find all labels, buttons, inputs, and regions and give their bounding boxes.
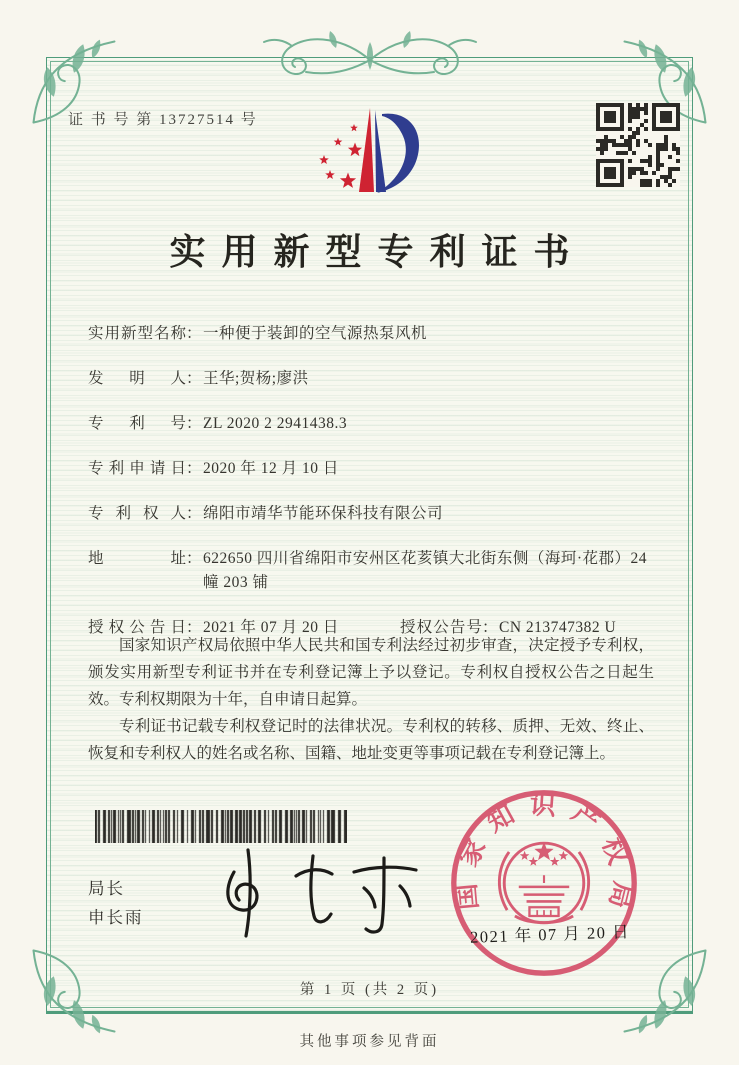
grant-no-label: 授权公告号 [400,619,482,636]
seal-arc-text: 国家知识产权局 [450,790,638,925]
field-row-address [88,547,654,595]
legal-text [88,632,654,767]
field-colon: ： [186,370,202,387]
signer-block [88,874,144,932]
field-value: 王华;贺杨;廖洪 [203,370,309,387]
field-row-name [88,322,654,346]
grant-date-value: 2021 年 07 月 20 日 [203,619,339,636]
field-row-patent-no [88,412,654,436]
grant-date-label: 授权公告日 [88,619,186,636]
field-value: 2020 年 12 月 10 日 [203,460,339,477]
seal-date: 2021 年 07 月 20 日 [469,922,631,947]
field-row-patentee [88,502,654,526]
legal-paragraph: 国家知识产权局依照中华人民共和国专利法经过初步审查，决定授予专利权，颁发实用新型专利证书并在专利登记簿上予以登记。专利权自授权公告之日起生效。专利权期限为十年，自申请日起算。 [88,637,654,708]
field-colon: ： [186,325,202,342]
field-label: 实用新型名称 [88,325,186,342]
legal-paragraph: 专利证书记载专利权登记时的法律状况。专利权的转移、质押、无效、终止、恢复和专利权人的姓名或名称、国籍、地址变更等事项记载在专利登记簿上。 [88,718,654,762]
barcode [95,810,347,843]
field-colon: ： [482,619,498,636]
certificate-title: 实用新型专利证书 [169,232,586,272]
field-colon: ： [186,550,202,567]
field-value: 绵阳市靖华节能环保科技有限公司 [203,505,444,522]
grant-no-value: CN 213747382 U [499,619,617,636]
field-colon: ： [186,505,202,522]
signer-title: 局长 [88,879,125,898]
qr-code [596,103,680,187]
back-side-note: 其他事项参见背面 [299,1034,440,1050]
official-seal-icon [447,786,641,980]
page-number: 第 1 页 (共 2 页) [299,982,440,998]
certificate-number: 证 书 号 第 13727514 号 [68,112,258,128]
field-label: 专利号 [88,415,186,432]
field-colon: ： [186,415,202,432]
field-colon: ： [186,619,202,636]
field-label: 发明人 [88,370,186,387]
field-row-filing-date [88,457,654,481]
field-value: 622650 四川省绵阳市安州区花荄镇大北街东侧（海珂·花郡）24 幢 203 铺 [203,550,648,591]
field-label: 专利权人 [88,505,186,522]
top-ornament-icon [240,26,500,88]
signature-icon [212,842,432,944]
certificate-fields [88,322,654,640]
cnipa-logo-icon [314,94,434,206]
svg-text:国家知识产权局 [451,790,638,924]
field-row-inventors [88,367,654,391]
signer-name: 申长雨 [88,908,144,927]
field-value: 一种便于装卸的空气源热泵风机 [203,325,428,342]
field-label: 地址 [88,550,186,567]
field-colon: ： [186,460,202,477]
field-value: ZL 2020 2 2941438.3 [203,415,348,432]
field-label: 专利申请日 [88,460,186,477]
